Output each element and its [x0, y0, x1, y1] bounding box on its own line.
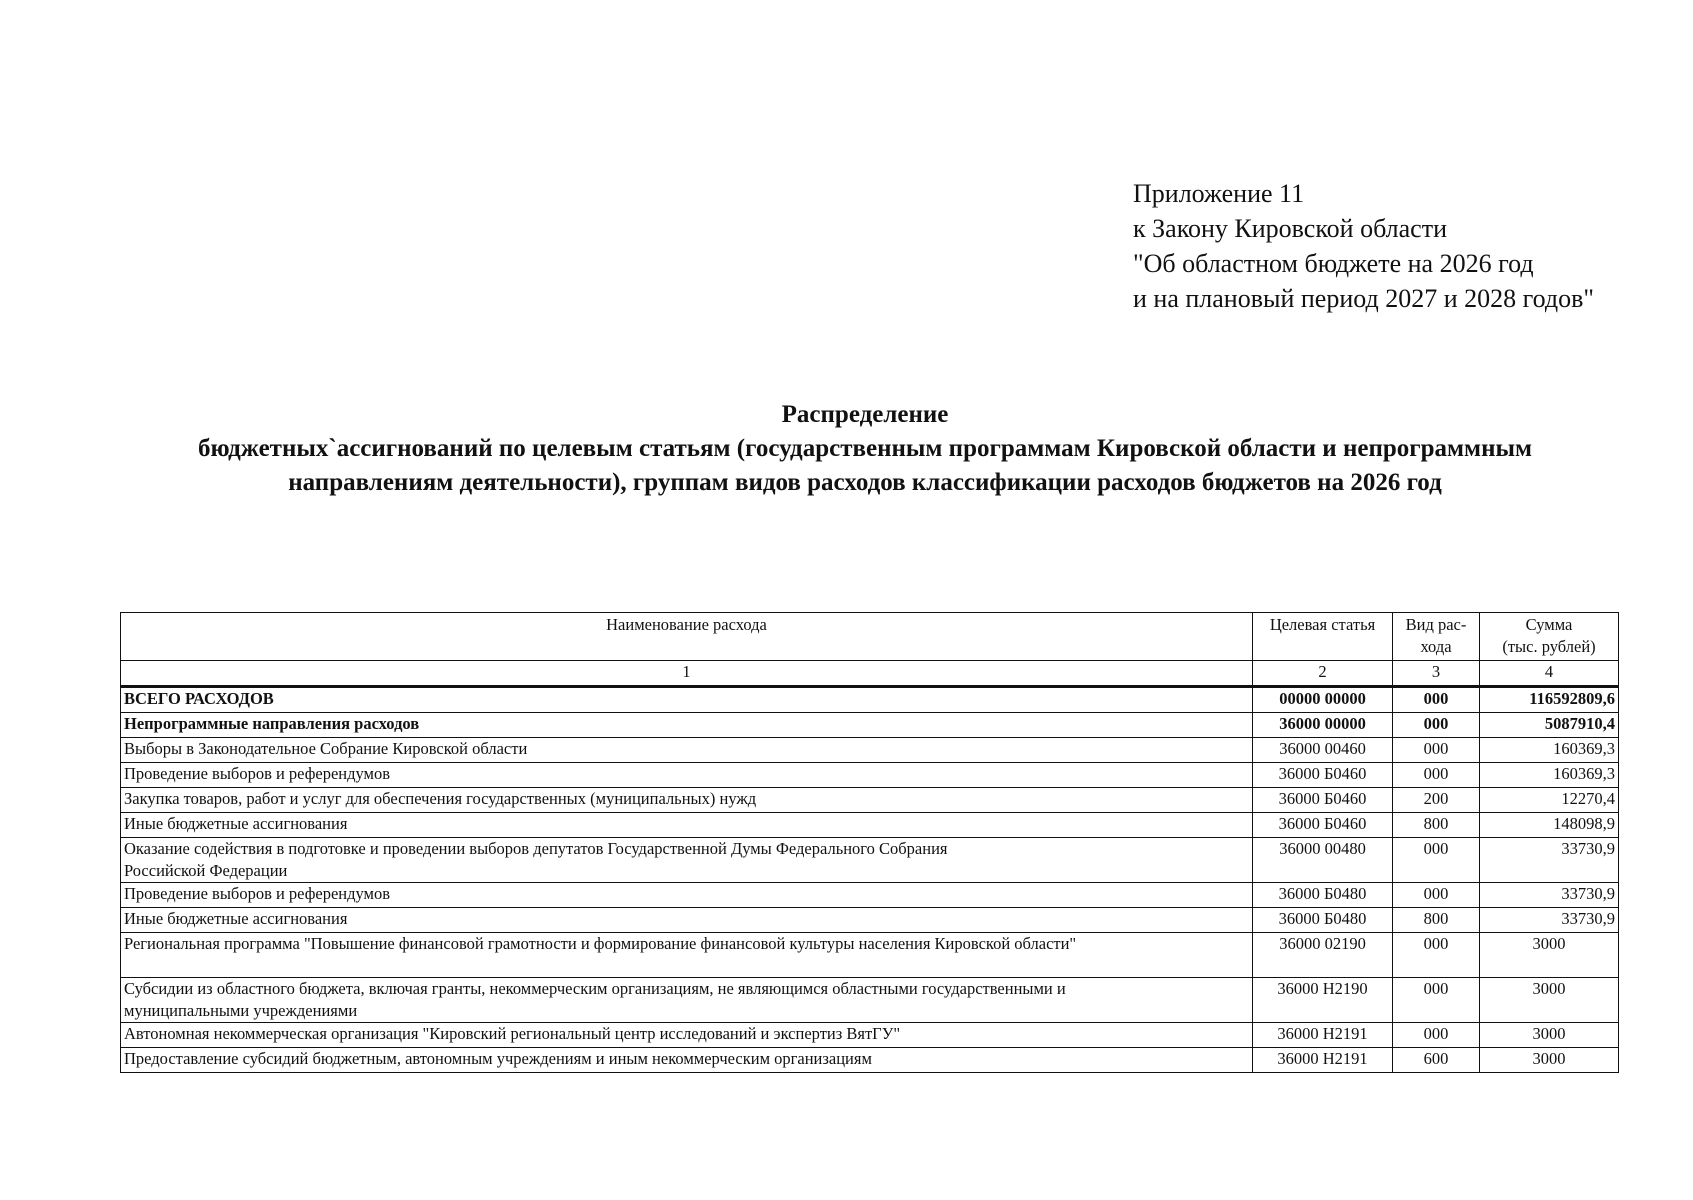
cell-name: Закупка товаров, работ и услуг для обеспечения государственных (муниципальных) нужд — [121, 788, 1253, 813]
cell-name: Иные бюджетные ассигнования — [121, 908, 1253, 933]
table-header-row — [121, 613, 1619, 661]
header-vid-line: хода — [1420, 637, 1452, 656]
cell-name: ВСЕГО РАСХОДОВ — [121, 687, 1253, 713]
cell-code: 36000 Б0460 — [1253, 813, 1393, 838]
cell-code: 36000 Б0460 — [1253, 763, 1393, 788]
table-row — [121, 687, 1619, 713]
appendix-line: Приложение 11 — [1133, 179, 1305, 208]
table-row — [121, 713, 1619, 738]
table-row — [121, 838, 1619, 883]
appendix-line: и на плановый период 2027 и 2028 годов" — [1133, 284, 1595, 313]
table-row — [121, 933, 1619, 978]
table-row — [121, 978, 1619, 1023]
cell-vid: 000 — [1393, 713, 1480, 738]
column-number: 2 — [1253, 661, 1393, 687]
appendix-line: к Закону Кировской области — [1133, 214, 1447, 243]
cell-vid: 000 — [1393, 883, 1480, 908]
cell-vid: 000 — [1393, 978, 1480, 1023]
table-row — [121, 813, 1619, 838]
header-sum-line: Сумма — [1525, 615, 1573, 634]
document-title — [100, 398, 1630, 500]
cell-sum: 33730,9 — [1480, 838, 1619, 883]
cell-vid: 000 — [1393, 687, 1480, 713]
table-row — [121, 738, 1619, 763]
cell-vid: 000 — [1393, 738, 1480, 763]
table-row — [121, 788, 1619, 813]
cell-vid: 800 — [1393, 908, 1480, 933]
header-code: Целевая статья — [1253, 613, 1393, 661]
cell-vid: 600 — [1393, 1048, 1480, 1073]
cell-code: 00000 00000 — [1253, 687, 1393, 713]
cell-name: Непрограммные направления расходов — [121, 713, 1253, 738]
cell-name: Проведение выборов и референдумов — [121, 883, 1253, 908]
cell-sum: 148098,9 — [1480, 813, 1619, 838]
budget-table — [120, 612, 1619, 1073]
header-sum — [1480, 613, 1619, 661]
cell-name-line: Субсидии из областного бюджета, включая гранты, некоммерческим организациям, не являющимся областными государственными и — [124, 979, 1066, 998]
cell-sum: 116592809,6 — [1480, 687, 1619, 713]
table-row — [121, 908, 1619, 933]
cell-name: Выборы в Законодательное Собрание Кировской области — [121, 738, 1253, 763]
cell-name: Предоставление субсидий бюджетным, автономным учреждениям и иным некоммерческим организациям — [121, 1048, 1253, 1073]
appendix-line: "Об областном бюджете на 2026 год — [1133, 249, 1534, 278]
column-number: 3 — [1393, 661, 1480, 687]
cell-code: 36000 Н2191 — [1253, 1048, 1393, 1073]
cell-code: 36000 Н2191 — [1253, 1023, 1393, 1048]
cell-code: 36000 Б0480 — [1253, 908, 1393, 933]
cell-name: Иные бюджетные ассигнования — [121, 813, 1253, 838]
header-vid — [1393, 613, 1480, 661]
cell-sum: 3000 — [1480, 978, 1619, 1023]
cell-code: 36000 Б0480 — [1253, 883, 1393, 908]
cell-vid: 200 — [1393, 788, 1480, 813]
cell-code: 36000 00480 — [1253, 838, 1393, 883]
cell-name: Проведение выборов и референдумов — [121, 763, 1253, 788]
cell-sum: 33730,9 — [1480, 883, 1619, 908]
appendix-block — [1133, 176, 1594, 316]
cell-name-line: муниципальными учреждениями — [124, 1001, 358, 1020]
cell-sum: 33730,9 — [1480, 908, 1619, 933]
cell-vid: 000 — [1393, 763, 1480, 788]
cell-name — [121, 838, 1253, 883]
title-line: направлениям деятельности), группам видов расходов классификации расходов бюджетов на 2026 год — [288, 469, 1442, 496]
cell-name: Автономная некоммерческая организация "Кировский региональный центр исследований и экспертиз ВятГУ" — [121, 1023, 1253, 1048]
cell-sum: 3000 — [1480, 933, 1619, 978]
header-name: Наименование расхода — [121, 613, 1253, 661]
cell-sum: 12270,4 — [1480, 788, 1619, 813]
column-number-row — [121, 661, 1619, 687]
table-row — [121, 763, 1619, 788]
column-number: 4 — [1480, 661, 1619, 687]
cell-sum: 3000 — [1480, 1023, 1619, 1048]
cell-vid: 800 — [1393, 813, 1480, 838]
header-sum-line: (тыс. рублей) — [1502, 637, 1596, 656]
cell-name — [121, 978, 1253, 1023]
cell-name-line: Российской Федерации — [124, 861, 288, 880]
table-row — [121, 1048, 1619, 1073]
cell-sum: 160369,3 — [1480, 763, 1619, 788]
cell-vid: 000 — [1393, 933, 1480, 978]
cell-sum: 5087910,4 — [1480, 713, 1619, 738]
cell-code: 36000 00460 — [1253, 738, 1393, 763]
cell-vid: 000 — [1393, 838, 1480, 883]
cell-name-line: Оказание содействия в подготовке и проведении выборов депутатов Государственной Думы Федерального Собрания — [124, 839, 948, 858]
column-number: 1 — [121, 661, 1253, 687]
cell-code: 36000 02190 — [1253, 933, 1393, 978]
cell-sum: 3000 — [1480, 1048, 1619, 1073]
cell-code: 36000 Н2190 — [1253, 978, 1393, 1023]
table-row — [121, 883, 1619, 908]
cell-vid: 000 — [1393, 1023, 1480, 1048]
title-line: бюджетных`ассигнований по целевым статьям (государственным программам Кировской области и непрограммным — [197, 435, 1533, 462]
cell-sum: 160369,3 — [1480, 738, 1619, 763]
header-vid-line: Вид рас- — [1405, 615, 1467, 634]
cell-code: 36000 Б0460 — [1253, 788, 1393, 813]
table-row — [121, 1023, 1619, 1048]
cell-name: Региональная программа "Повышение финансовой грамотности и формирование финансовой культуры населения Кировской области" — [121, 933, 1253, 978]
cell-code: 36000 00000 — [1253, 713, 1393, 738]
title-line: Распределение — [781, 401, 949, 428]
